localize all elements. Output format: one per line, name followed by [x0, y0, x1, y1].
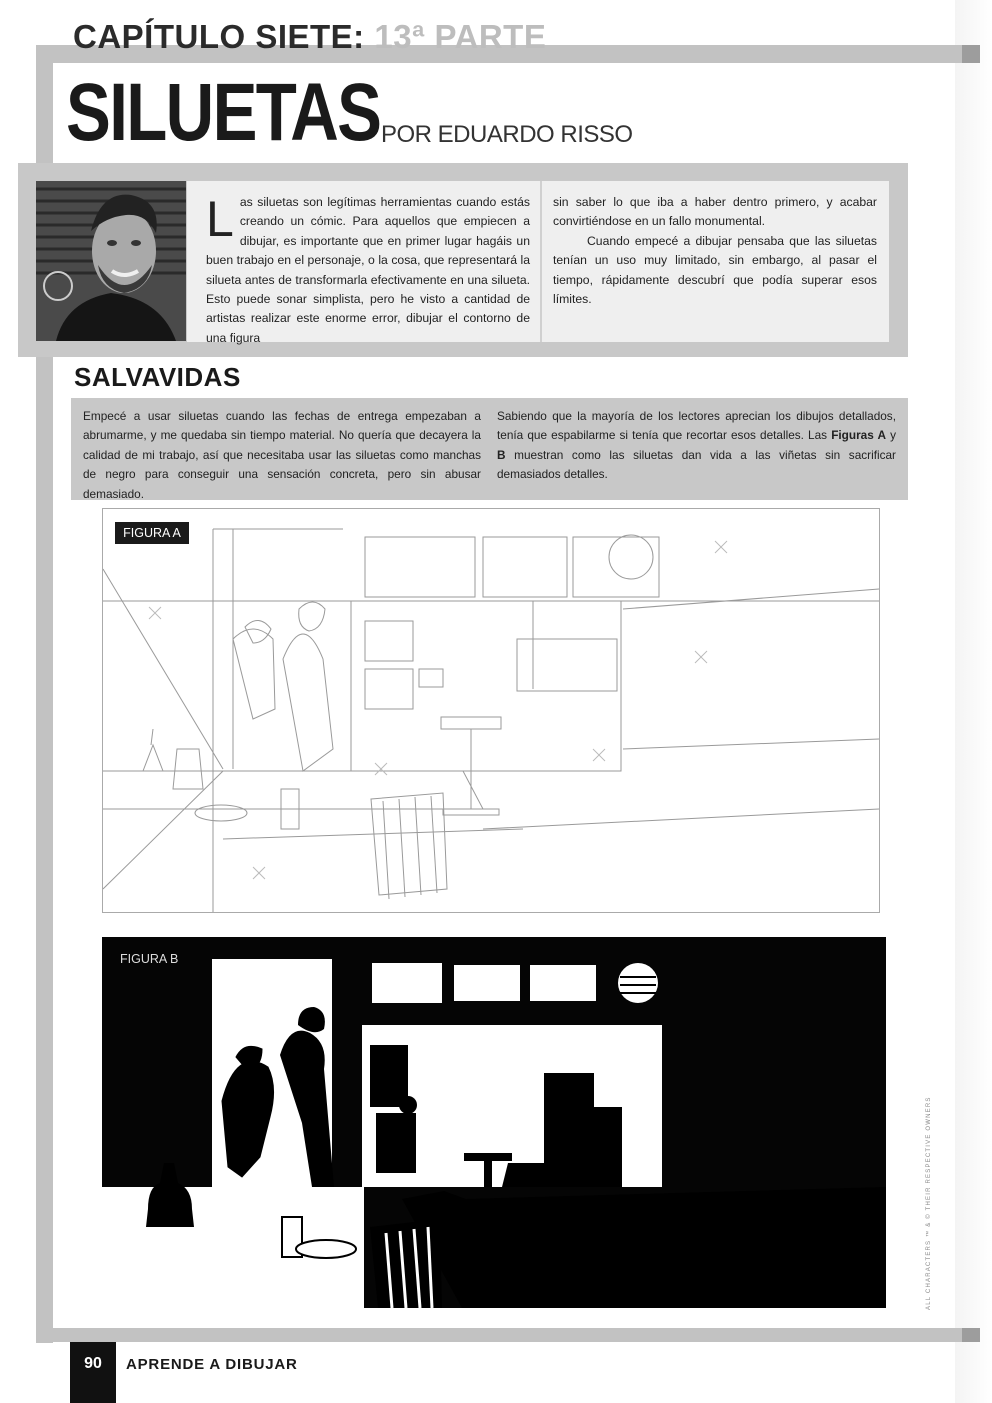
section-column-2	[497, 407, 896, 485]
figure-a-ref: Figuras A	[831, 428, 886, 443]
frame-corner-tab-bottom	[962, 1328, 980, 1342]
article-title: SILUETAS	[66, 67, 381, 158]
intro-col2-para1: sin saber lo que iba a haber dentro primero, y acabar convirtiéndose en un fallo monumental.	[553, 195, 877, 229]
frame-corner-tab	[962, 45, 980, 63]
intro-col1-text: as siluetas son legítimas herramientas cuando estás creando un cómic. Para aquellos que empiecen a dibujar, es importante que en primer lugar hagáis un buen trabajo en el personaje, o la cosa, que representará la silueta antes de transformarla efectivamente en una silueta. Esto puede sonar simplista, pero he visto a cantidad de artistas realizar este enorme error, dibujar el contorno de una figura	[206, 195, 530, 345]
frame-bottom-bar	[36, 1328, 980, 1342]
intro-col2-para2: Cuando empecé a dibujar pensaba que las siluetas tenían un uso muy limitado, sin embargo, al pasar el tiempo, rápidamente descubrí que podía superar esos límites.	[553, 233, 877, 307]
author-photo	[36, 181, 186, 341]
chapter-part: 13ª PARTE	[374, 18, 547, 55]
drop-cap: L	[206, 191, 234, 247]
figure-b-ref: B	[497, 447, 506, 462]
footer-title: APRENDE A DIBUJAR	[126, 1356, 298, 1373]
section-col2-text-e: muestran como las siluetas dan vida a las viñetas sin sacrificar demasiados detalles.	[497, 447, 896, 482]
intro-column-2	[553, 193, 877, 309]
figure-a-sketch	[102, 508, 880, 913]
chapter-label: CAPÍTULO SIETE:	[73, 18, 365, 55]
intro-column-1	[206, 193, 530, 348]
chapter-kicker	[73, 18, 546, 56]
section-heading: SALVAVIDAS	[74, 362, 241, 392]
figure-a-label: FIGURA A	[115, 522, 189, 544]
figure-b-label: FIGURA B	[120, 952, 179, 966]
section-column-1: Empecé a usar siluetas cuando las fechas de entrega empezaban a abrumarme, y me quedaba sin tiempo material. No quería que decayera la calidad de mi trabajo, así que necesitaba usar las siluetas como manchas de negro para conseguir una sensación concreta, pero sin abusar demasiado.	[83, 409, 481, 501]
page-edge-shadow	[955, 0, 992, 1403]
section-col2-text-a: Sabiendo que la mayoría de los lectores aprecian los dibujos detallados, tenía que espabilarme si tenía que recortar esos detalles. Las	[497, 409, 896, 443]
section-col2-text-c: y	[885, 428, 896, 443]
intro-column-divider	[540, 181, 542, 342]
page-number: 90	[84, 1355, 102, 1372]
copyright-credits: ALL CHARACTERS ™ & © THEIR RESPECTIVE OWNERS	[926, 1096, 932, 1310]
figure-b-silhouette	[102, 937, 886, 1308]
author-byline: POR EDUARDO RISSO	[381, 121, 633, 148]
